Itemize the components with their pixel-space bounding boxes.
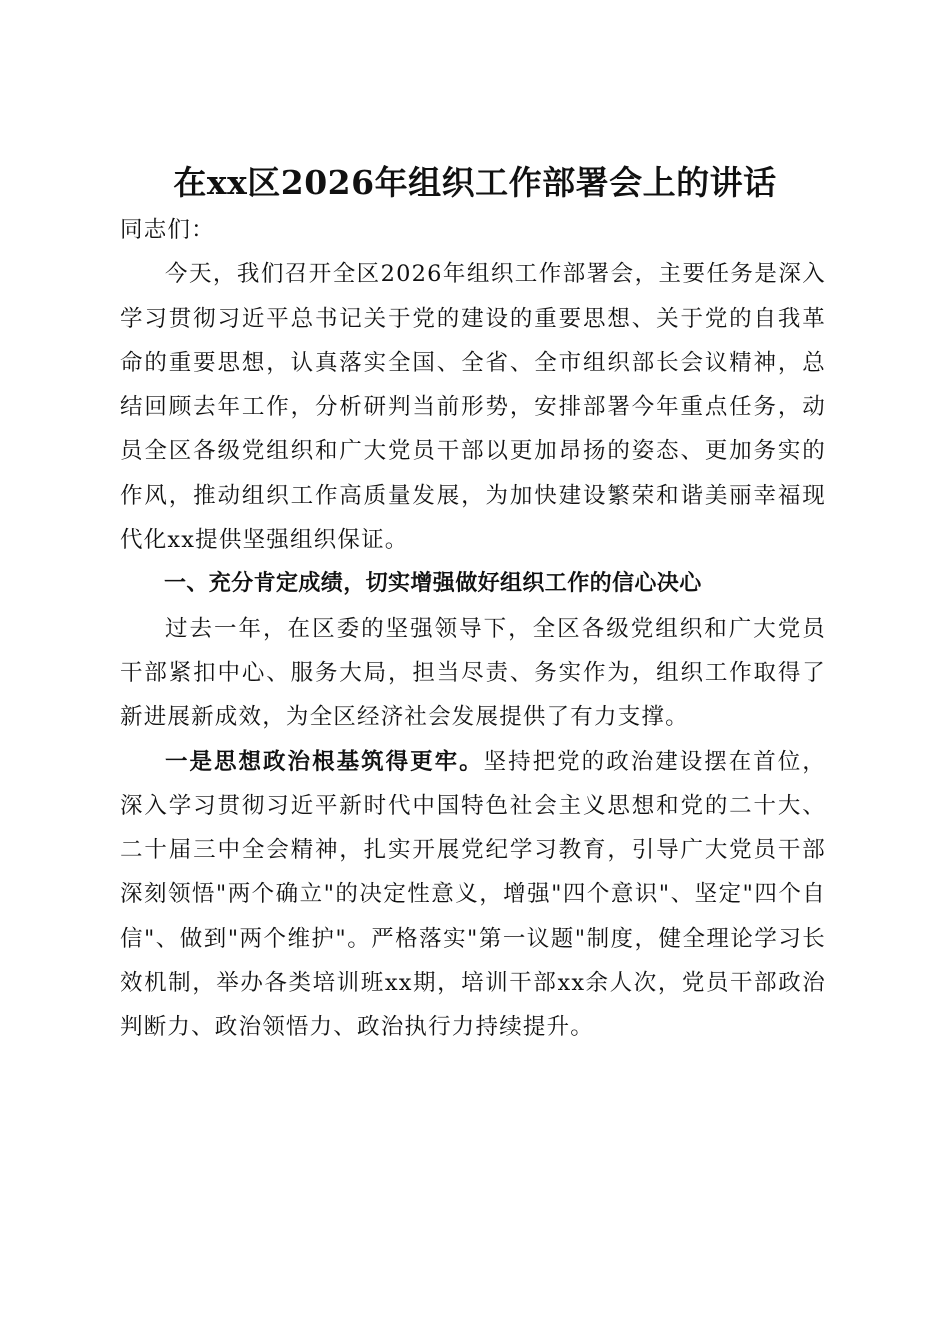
document-title: 在xx区2026年组织工作部署会上的讲话 — [173, 163, 777, 203]
point-one-paragraph — [120, 740, 826, 1050]
section-heading: 一、充分肯定成绩，切实增强做好组织工作的信心决心 — [164, 571, 702, 597]
section-intro-paragraph: 过去一年，在区委的坚强领导下，全区各级党组织和广大党员干部紧扣中心、服务大局，担当尽责、务实作为，组织工作取得了新进展新成效，为全区经济社会发展提供了有力支撑。 — [120, 615, 826, 731]
intro-paragraph: 今天，我们召开全区2026年组织工作部署会，主要任务是深入学习贯彻习近平总书记关于党的建设的重要思想、关于党的自我革命的重要思想，认真落实全国、全省、全市组织部长会议精神，总结回顾去年工作，分析研判当前形势，安排部署今年重点任务，动员全区各级党组织和广大党员干部以更加昂扬的姿态、更加务实的作风，推动组织工作高质量发展，为加快建设繁荣和谐美丽幸福现代化xx提供坚强组织保证。 — [120, 261, 826, 554]
salutation: 同志们： — [120, 217, 215, 243]
document-body — [120, 208, 826, 1050]
point-one-body: 坚持把党的政治建设摆在首位，深入学习贯彻习近平新时代中国特色社会主义思想和党的二十大、二十届三中全会精神，扎实开展党纪学习教育，引导广大党员干部深刻领悟"两个确立"的决定性意义，增强"四个意识"、坚定"四个自信"、做到"两个维护"。严格落实"第一议题"制度，健全理论学习长效机制，举办各类培训班xx期，培训干部xx余人次，党员干部政治判断力、政治领悟力、政治执行力持续提升。 — [120, 748, 826, 1041]
point-one-lead: 一是思想政治根基筑得更牢。 — [165, 748, 484, 775]
